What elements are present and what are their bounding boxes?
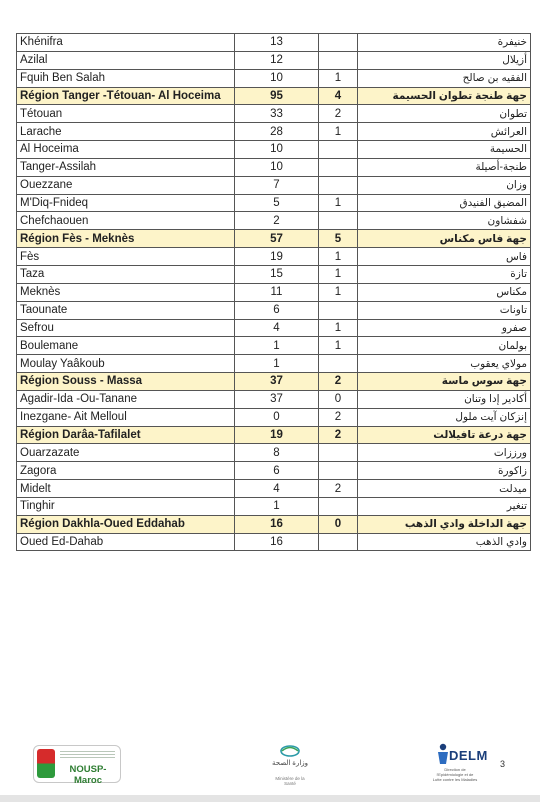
name-ar-cell: المضيق الفنيدق [358,194,531,212]
delm-logo [432,743,488,787]
name-fr-cell: Taounate [17,301,235,319]
name-ar-cell: مولاي يعقوب [358,355,531,373]
secondary-count-cell [319,301,358,319]
name-ar-cell: تاونات [358,301,531,319]
count-cell: 10 [235,141,319,159]
name-fr-cell: Taza [17,265,235,283]
name-ar-cell: فاس [358,248,531,266]
name-fr-cell: Azilal [17,51,235,69]
province-row [17,337,531,355]
province-row [17,355,531,373]
name-ar-cell: تطوان [358,105,531,123]
province-row [17,34,531,52]
secondary-count-cell [319,462,358,480]
name-fr-cell: Inezgane- Ait Melloul [17,408,235,426]
province-row [17,105,531,123]
table-body [17,34,531,551]
province-row [17,444,531,462]
count-cell: 19 [235,248,319,266]
province-row [17,194,531,212]
ministry-name-french: Ministère de la Santé [275,776,305,786]
region-row [17,515,531,533]
name-fr-cell: Midelt [17,480,235,498]
province-row [17,533,531,551]
count-cell: 6 [235,462,319,480]
name-ar-cell: ورززات [358,444,531,462]
secondary-count-cell: 1 [319,265,358,283]
count-cell: 2 [235,212,319,230]
province-row [17,497,531,515]
province-row [17,283,531,301]
count-cell: 8 [235,444,319,462]
name-ar-cell: أكادير إدا وتنان [358,390,531,408]
name-fr-cell: Région Darâa-Tafilalet [17,426,235,444]
count-cell: 7 [235,176,319,194]
name-fr-cell: Fquih Ben Salah [17,69,235,87]
ministry-name-arabic: وزارة الصحة [271,760,309,767]
name-ar-cell: مكناس [358,283,531,301]
name-fr-cell: Tinghir [17,497,235,515]
nousp-decorative-lines [60,751,115,759]
secondary-count-cell: 1 [319,248,358,266]
region-row [17,373,531,391]
count-cell: 1 [235,355,319,373]
secondary-count-cell: 1 [319,283,358,301]
province-row [17,301,531,319]
count-cell: 15 [235,265,319,283]
ministry-emblem-icon [279,743,301,757]
name-ar-cell: ميدلت [358,480,531,498]
name-ar-cell: بولمان [358,337,531,355]
name-ar-cell: وزان [358,176,531,194]
count-cell: 37 [235,373,319,391]
secondary-count-cell: 1 [319,337,358,355]
name-ar-cell: تازة [358,265,531,283]
secondary-count-cell: 0 [319,390,358,408]
secondary-count-cell [319,212,358,230]
name-fr-cell: Région Tanger -Tétouan- Al Hoceima [17,87,235,105]
name-fr-cell: Tanger-Assilah [17,158,235,176]
count-cell: 95 [235,87,319,105]
province-row [17,319,531,337]
name-ar-cell: جهة سوس ماسة [358,373,531,391]
name-fr-cell: M'Diq-Fnideq [17,194,235,212]
count-cell: 4 [235,319,319,337]
province-row [17,408,531,426]
province-row [17,69,531,87]
province-row [17,462,531,480]
province-row [17,390,531,408]
statistics-table [16,33,531,551]
name-fr-cell: Khénifra [17,34,235,52]
secondary-count-cell [319,141,358,159]
count-cell: 16 [235,515,319,533]
name-fr-cell: Boulemane [17,337,235,355]
region-row [17,426,531,444]
region-row [17,87,531,105]
name-fr-cell: Al Hoceima [17,141,235,159]
province-row [17,123,531,141]
count-cell: 28 [235,123,319,141]
ministry-of-health-logo [270,743,310,785]
count-cell: 5 [235,194,319,212]
name-fr-cell: Sefrou [17,319,235,337]
nousp-maroc-logo [33,745,121,786]
name-ar-cell: وادي الذهب [358,533,531,551]
name-ar-cell: أزيلال [358,51,531,69]
name-ar-cell: جهة درعة تافيلالت [358,426,531,444]
secondary-count-cell: 1 [319,69,358,87]
count-cell: 19 [235,426,319,444]
province-row [17,480,531,498]
delm-logo-name: DELM [449,748,488,763]
name-fr-cell: Moulay Yaâkoub [17,355,235,373]
name-ar-cell: طنجة-أصيلة [358,158,531,176]
province-row [17,248,531,266]
province-row [17,212,531,230]
name-ar-cell: تنغير [358,497,531,515]
name-fr-cell: Zagora [17,462,235,480]
count-cell: 57 [235,230,319,248]
province-row [17,265,531,283]
name-ar-cell: جهة طنجة تطوان الحسيمة [358,87,531,105]
secondary-count-cell [319,533,358,551]
page-bottom-edge [0,795,540,802]
name-ar-cell: الحسيمة [358,141,531,159]
name-fr-cell: Ouarzazate [17,444,235,462]
secondary-count-cell [319,497,358,515]
name-fr-cell: Région Souss - Massa [17,373,235,391]
count-cell: 37 [235,390,319,408]
secondary-count-cell: 0 [319,515,358,533]
count-cell: 10 [235,158,319,176]
count-cell: 16 [235,533,319,551]
name-fr-cell: Meknès [17,283,235,301]
name-fr-cell: Oued Ed-Dahab [17,533,235,551]
secondary-count-cell: 1 [319,319,358,337]
region-row [17,230,531,248]
page-number: 3 [500,759,506,769]
secondary-count-cell: 2 [319,408,358,426]
name-fr-cell: Région Dakhla-Oued Eddahab [17,515,235,533]
name-fr-cell: Ouezzane [17,176,235,194]
secondary-count-cell: 2 [319,426,358,444]
secondary-count-cell: 1 [319,123,358,141]
province-row [17,141,531,159]
delm-figure-icon [436,743,450,765]
name-ar-cell: العرائش [358,123,531,141]
name-ar-cell: شفشاون [358,212,531,230]
count-cell: 11 [235,283,319,301]
province-row [17,158,531,176]
secondary-count-cell: 1 [319,194,358,212]
name-ar-cell: الفقيه بن صالح [358,69,531,87]
count-cell: 6 [235,301,319,319]
secondary-count-cell [319,34,358,52]
name-fr-cell: Région Fès - Meknès [17,230,235,248]
name-fr-cell: Larache [17,123,235,141]
nousp-logo-name: NOUSP-Maroc [69,764,107,786]
secondary-count-cell: 2 [319,480,358,498]
province-row [17,51,531,69]
name-fr-cell: Chefchaouen [17,212,235,230]
count-cell: 33 [235,105,319,123]
name-ar-cell: جهة الداخلة وادي الذهب [358,515,531,533]
secondary-count-cell: 2 [319,373,358,391]
secondary-count-cell: 5 [319,230,358,248]
count-cell: 0 [235,408,319,426]
nousp-flag-mark [37,749,55,778]
name-fr-cell: Tétouan [17,105,235,123]
secondary-count-cell [319,51,358,69]
name-ar-cell: جهة فاس مكناس [358,230,531,248]
name-ar-cell: زاكورة [358,462,531,480]
secondary-count-cell [319,176,358,194]
count-cell: 1 [235,337,319,355]
province-row [17,176,531,194]
secondary-count-cell [319,158,358,176]
count-cell: 1 [235,497,319,515]
count-cell: 12 [235,51,319,69]
count-cell: 10 [235,69,319,87]
secondary-count-cell: 4 [319,87,358,105]
secondary-count-cell [319,444,358,462]
name-ar-cell: خنيفرة [358,34,531,52]
delm-logo-subtitle: Direction de l'Epidémiologie et de Lutte contre les Maladies [432,767,478,782]
secondary-count-cell: 2 [319,105,358,123]
count-cell: 13 [235,34,319,52]
name-ar-cell: إنزكان آيت ملول [358,408,531,426]
name-fr-cell: Fès [17,248,235,266]
secondary-count-cell [319,355,358,373]
name-ar-cell: صفرو [358,319,531,337]
name-fr-cell: Agadir-Ida -Ou-Tanane [17,390,235,408]
count-cell: 4 [235,480,319,498]
